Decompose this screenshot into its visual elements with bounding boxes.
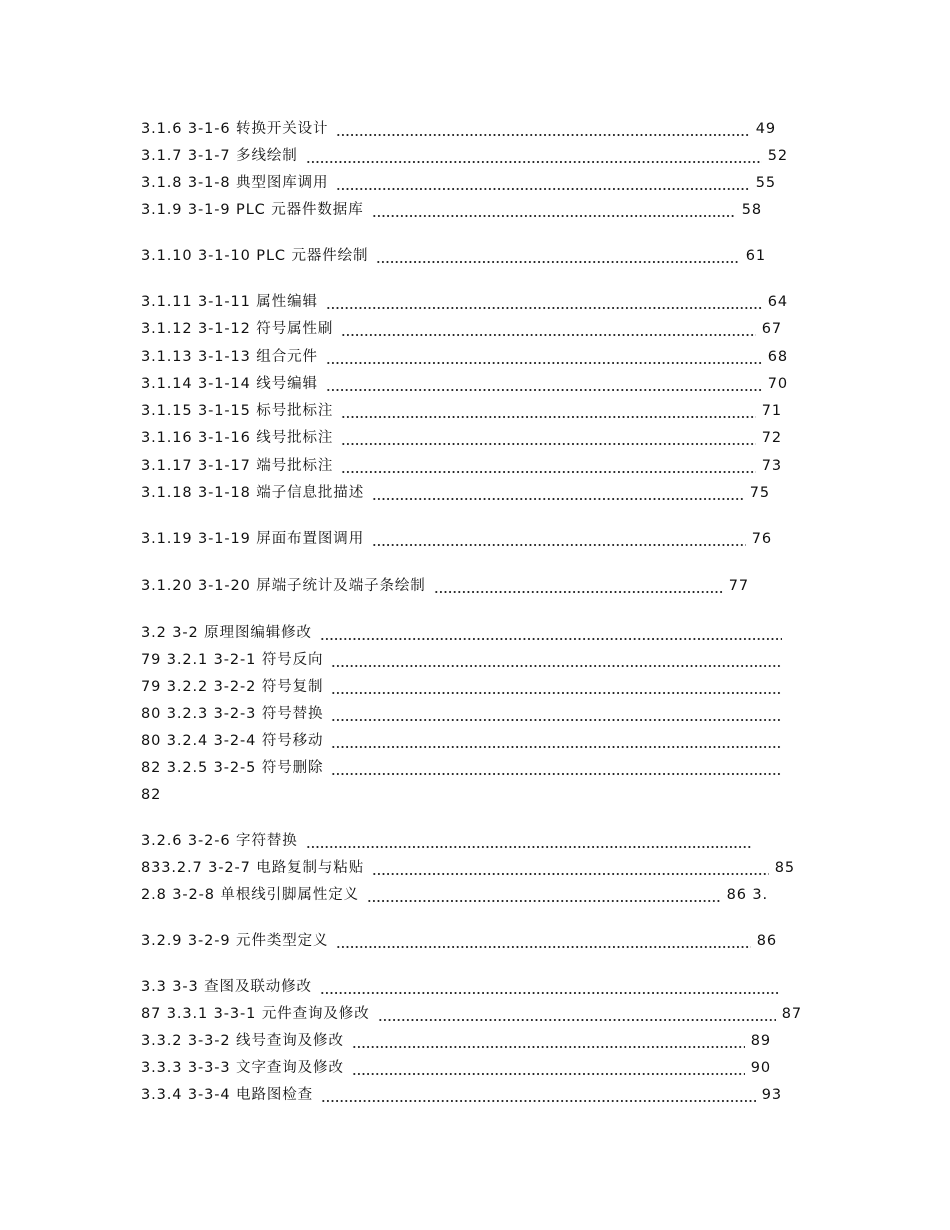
toc-entry[interactable]: [141, 428, 782, 448]
dot-leader: [306, 146, 762, 166]
toc-page: 61: [745, 248, 766, 264]
toc-entry[interactable]: [141, 319, 782, 339]
toc-label: 3.2 3-2 原理图编辑修改: [141, 625, 312, 641]
toc-label: 79 3.2.1 3-2-1 符号反向: [141, 652, 324, 668]
toc-entry[interactable]: [141, 1031, 771, 1051]
toc-label: 3.3.4 3-3-4 电路图检查: [141, 1087, 314, 1103]
toc-page: 76: [751, 531, 772, 547]
toc-entry[interactable]: [141, 173, 776, 193]
toc-label: 82: [141, 787, 162, 803]
dot-leader: [352, 1058, 745, 1078]
dot-leader: [320, 623, 782, 643]
toc-page: 90: [750, 1060, 771, 1076]
dot-leader: [320, 977, 780, 997]
dot-leader: [341, 401, 755, 421]
toc-page: 72: [761, 430, 782, 446]
toc-label: 833.2.7 3-2-7 电路复制与粘贴: [141, 860, 365, 876]
toc-entry[interactable]: [141, 677, 788, 697]
toc-page: 67: [761, 321, 782, 337]
toc-entry[interactable]: [141, 885, 768, 905]
toc-page: 86: [756, 933, 777, 949]
toc-label: 3.1.16 3-1-16 线号批标注: [141, 430, 334, 446]
toc-entry[interactable]: [141, 576, 749, 596]
toc-entry[interactable]: [141, 401, 782, 421]
toc-label: 3.1.14 3-1-14 线号编辑: [141, 376, 318, 392]
toc-label: 3.1.12 3-1-12 符号属性刷: [141, 321, 334, 337]
toc-entry[interactable]: [141, 858, 795, 878]
toc-entry[interactable]: [141, 623, 788, 643]
toc-page: 70: [767, 376, 788, 392]
toc-page: 52: [767, 148, 788, 164]
toc-label: 3.1.13 3-1-13 组合元件: [141, 349, 318, 365]
toc-page: 73: [761, 458, 782, 474]
toc-entry[interactable]: [141, 785, 201, 805]
dot-leader: [331, 704, 782, 724]
toc-entry[interactable]: [141, 483, 770, 503]
toc-page: 55: [755, 175, 776, 191]
toc-entry[interactable]: [141, 731, 788, 751]
dot-leader: [331, 677, 782, 697]
toc-page: 58: [741, 202, 762, 218]
dot-leader: [341, 319, 755, 339]
toc-entry[interactable]: [141, 704, 788, 724]
dot-leader: [336, 173, 749, 193]
toc-label: 3.1.18 3-1-18 端子信息批描述: [141, 485, 365, 501]
toc-label: 80 3.2.3 3-2-3 符号替换: [141, 706, 324, 722]
dot-leader: [326, 292, 762, 312]
dot-leader: [336, 931, 750, 951]
toc-label: 82 3.2.5 3-2-5 符号删除: [141, 760, 324, 776]
dot-leader: [306, 831, 752, 851]
toc-entry[interactable]: [141, 931, 777, 951]
toc-label: 3.3.2 3-3-2 线号查询及修改: [141, 1033, 344, 1049]
toc-entry[interactable]: [141, 200, 762, 220]
toc-entry[interactable]: [141, 292, 788, 312]
toc-entry[interactable]: [141, 246, 766, 266]
dot-leader: [331, 731, 782, 751]
toc-entry[interactable]: [141, 1058, 771, 1078]
toc-label: 3.1.15 3-1-15 标号批标注: [141, 403, 334, 419]
toc-page: 75: [749, 485, 770, 501]
dot-leader: [367, 885, 721, 905]
toc-label: 79 3.2.2 3-2-2 符号复制: [141, 679, 324, 695]
dot-leader: [376, 246, 739, 266]
toc-entry[interactable]: [141, 758, 788, 778]
toc-page: 77: [728, 578, 749, 594]
dot-leader: [326, 374, 762, 394]
toc-page: 89: [750, 1033, 771, 1049]
dot-leader: [336, 119, 749, 139]
dot-leader: [372, 200, 736, 220]
toc-entry[interactable]: [141, 831, 758, 851]
toc-label: 3.3 3-3 查图及联动修改: [141, 979, 312, 995]
toc-label: 87 3.3.1 3-3-1 元件查询及修改: [141, 1006, 370, 1022]
toc-label: 3.1.11 3-1-11 属性编辑: [141, 294, 318, 310]
dot-leader: [326, 347, 762, 367]
dot-leader: [378, 1004, 776, 1024]
toc-page: 49: [755, 121, 776, 137]
dot-leader: [372, 858, 769, 878]
toc-label: 3.1.6 3-1-6 转换开关设计: [141, 121, 329, 137]
toc-label: 3.3.3 3-3-3 文字查询及修改: [141, 1060, 344, 1076]
toc-label: 3.1.9 3-1-9 PLC 元器件数据库: [141, 202, 364, 218]
toc-entry[interactable]: [141, 529, 772, 549]
toc-label: 3.1.19 3-1-19 屏面布置图调用: [141, 531, 365, 547]
toc-label: 3.1.17 3-1-17 端号批标注: [141, 458, 334, 474]
dot-leader: [352, 1031, 745, 1051]
toc-label: 3.1.8 3-1-8 典型图库调用: [141, 175, 329, 191]
toc-page: 68: [767, 349, 788, 365]
toc-label: 80 3.2.4 3-2-4 符号移动: [141, 733, 324, 749]
toc-label: 2.8 3-2-8 单根线引脚属性定义: [141, 887, 360, 903]
toc-entry[interactable]: [141, 456, 782, 476]
toc-label: 3.1.20 3-1-20 屏端子统计及端子条绘制: [141, 578, 426, 594]
dot-leader: [321, 1085, 756, 1105]
toc-page: 86 3.: [726, 887, 768, 903]
toc-label: 3.2.6 3-2-6 字符替换: [141, 833, 298, 849]
dot-leader: [331, 758, 782, 778]
toc-entry[interactable]: [141, 347, 788, 367]
toc-page: 71: [761, 403, 782, 419]
toc-page: 64: [767, 294, 788, 310]
toc-label: 3.1.10 3-1-10 PLC 元器件绘制: [141, 248, 369, 264]
toc-entry[interactable]: [141, 1085, 782, 1105]
dot-leader: [341, 428, 755, 448]
toc-label: 3.1.7 3-1-7 多线绘制: [141, 148, 298, 164]
dot-leader: [331, 650, 782, 670]
toc-entry[interactable]: [141, 1004, 802, 1024]
dot-leader: [434, 576, 723, 596]
toc-entry[interactable]: [141, 977, 786, 997]
toc-entry[interactable]: [141, 374, 788, 394]
dot-leader: [372, 483, 744, 503]
toc-entry[interactable]: [141, 650, 788, 670]
dot-leader: [372, 529, 746, 549]
toc-label: 3.2.9 3-2-9 元件类型定义: [141, 933, 329, 949]
toc-entry[interactable]: [141, 119, 776, 139]
toc-page: 93: [761, 1087, 782, 1103]
toc-page: 85: [774, 860, 795, 876]
dot-leader: [341, 456, 755, 476]
toc-page: 87: [781, 1006, 802, 1022]
toc-entry[interactable]: [141, 146, 788, 166]
